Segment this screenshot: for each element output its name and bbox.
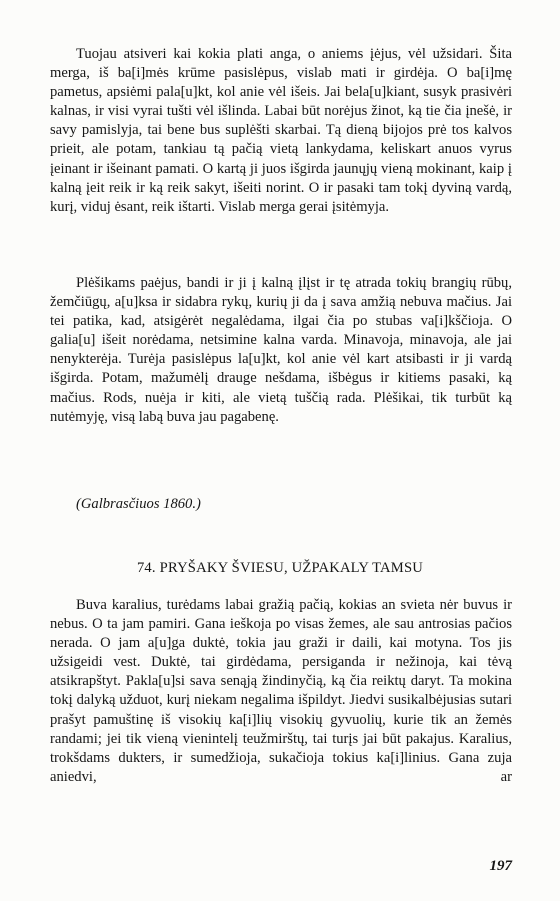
source-citation: (Galbrasčiuos 1860.) — [76, 496, 201, 512]
paragraph-text: Buva karalius, turėdams labai gražią pačią, kokias an svieta nėr buvus ir nebus. O ta jam pamiri. Gana ieškoja po visas žemes, ale sau antrosias pačios nerada. O jam a[u]ga duktė, tokia jau graži ir daili, kai motyna. Tos jis užsigeidi vest. Duktė, tai girdėdama, persiganda ir nežinoja, kai tėvą atsikrapštyt. Pakla[u]si sava senąją žindinyčią, ką čia reiktų daryt. Ta mokina tokį dalyką užduot, kurį niekam negalima išpildyt. Jiedvi susikalbėjusias sutari prašyt pamuštinę iš visokių ka[i]lių visokių gyvuolių, kurie tik an žemės randami; jei tik vieną vienintelį teužmirštų, tai turįs jai būt pakajus. Karalius, trokšdams dukters, ir sumedžioja, sukačioja tokius ka[i]linius. Gana zuja aniedvi, ar — [50, 597, 512, 785]
story-heading: 74. PRYŠAKY ŠVIESU, UŽPAKALY TAMSU — [136, 560, 424, 576]
paragraph-text: Plėšikams paėjus, bandi ir ji į kalną įlįst ir tę atrada tokių brangių rūbų, žemčiūgų, a[u]ksa ir sidabra rykų, kurių ji da į sava amžią nebuva mačius. Jai tei patika, kad, atsigėrėt negalėdama, ilgai čia po stubas va[i]kščioja. O galia[u] išeit norėdama, netsimine kalna varda. Minavoja, minavoja, ale jai nenykterėja. Turėja pasislėpus la[u]kt, kol anie vėl kart atsibasti ir ji vardą išgirda. Potam, mažumėlį drauge nešdama, išbėgus ir kitiems pasaki, ką mačius. Rods, nuėja ir kiti, ale vietą tuščią rada. Plėšikai, tik turbūt ką nutėmyję, visą labą buva jau pagabenę. — [50, 275, 512, 425]
page-number: 197 — [489, 858, 512, 874]
body-paragraph — [50, 596, 512, 787]
body-paragraph — [50, 274, 512, 427]
body-paragraph — [50, 45, 512, 217]
paragraph-text: Tuojau atsiveri kai kokia plati anga, o aniems įėjus, vėl užsidari. Šita merga, iš ba[i]mės krūme pasislėpus, vislab mati ir girdėja. O ba[i]mę pametus, apsiėmi pala[u]kt, kol anie vėl išeis. Jai bela[u]kiant, susyk prasivėri kalnas, ir visi vyrai tušti vėl išlinda. Labai būt norėjus žinot, ką tie čia įnešė, ir savy pamislyja, tai bene bus suplėšti skarbai. Tą dieną bijojos prė tos kalvos prieit, ale potam, tankiau tą pačią vietą lankydama, keliskart anuos vyrus įeinant ir išeinant pamati. O kartą ji juos išgirda jaunųjų vieną mokinant, kaip į kalną įeit reik ir ką reik sakyt, išeiti norint. O ir pasaki tam tokį dyviną vardą, kurį, viduj ėsant, reik ištarti. Vislab merga gerai įsitėmyja. — [50, 46, 512, 215]
